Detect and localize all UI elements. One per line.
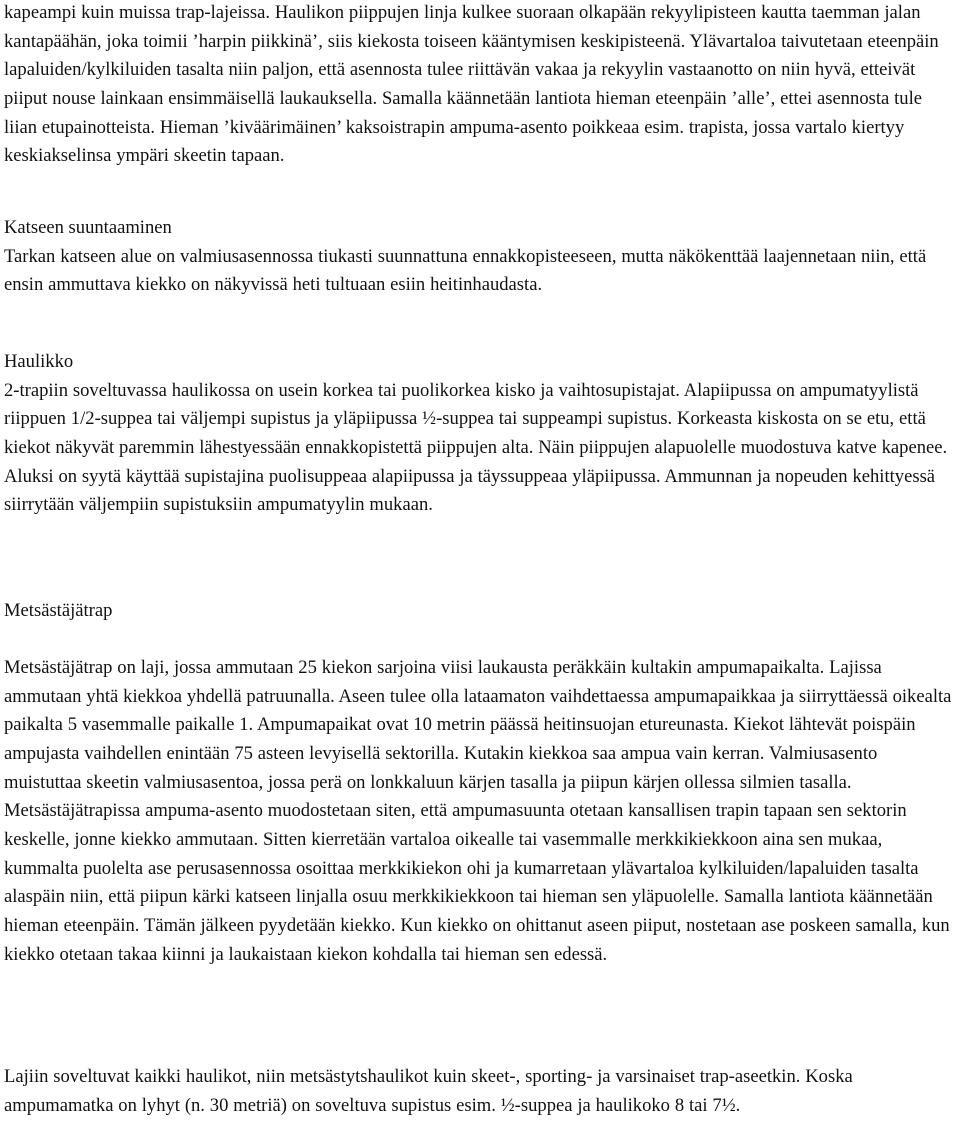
section-heading: Haulikko xyxy=(4,351,74,372)
intro-paragraph: kapeampi kuin muissa trap-lajeissa. Haulikon piippujen linja kulkee suoraan olkapään rekyylipisteen kautta taemman jalan kantapäähän, joka toimii ’harpin piikkinä’, siis kiekosta toiseen kääntymisen keskipisteenä. Ylävartaloa taivutetaan eteenpäin lapaluiden/kylkiluiden tasalta niin paljon, että asennosta tulee riittävän vakaa ja rekyylin vastaanotto on niin hyvä, etteivät piiput nouse lainkaan ensimmäisellä laukauksella. Samalla käännetään lantiota hieman eteenpäin ’alle’, ettei asennosta tule liian etupainotteista. Hieman ’kiväärimäinen’ kaksoistrapin ampuma-asento poikkeaa esim. trapista, jossa vartalo kiertyy keskiakselinsa ympäri skeetin tapaan. xyxy=(4,2,939,167)
section-body: 2-trapiin soveltuvassa haulikossa on usein korkea tai puolikorkea kisko ja vaihtosupistajat. Alapiipussa on ampumatyylistä riippuen 1/2-suppea tai väljempi supistus ja yläpiipussa ½-suppea tai suppeampi supistus. Korkeasta kiskosta on se etu, että kiekot näkyvät paremmin lähestyessään ennakkopistettä piippujen alta. Näin piippujen alapuolelle muodostuva katve kapenee. Aluksi on syytä käyttää supistajina puolisuppeaa alapiipussa ja täyssuppeaa yläpiipussa. Ammunnan ja nopeuden kehittyessä siirrytään väljempiin supistuksiin ampumatyylin mukaan. xyxy=(4,379,948,516)
section-katseen-suuntaaminen xyxy=(4,214,952,300)
section-metsastajatrap-heading-block xyxy=(4,597,952,626)
section-haulikko xyxy=(4,348,952,520)
section-body: Tarkan katseen alue on valmiusasennossa tiukasti suunnattuna ennakkopisteeseen, mutta näkökenttää laajennetaan niin, että ensin ammuttava kiekko on näkyvissä heti tultuaan esiin heitinhaudasta. xyxy=(4,245,927,296)
section-heading: Metsästäjätrap xyxy=(4,600,113,621)
section-metsastajatrap-body: Metsästäjätrap on laji, jossa ammutaan 25 kiekon sarjoina viisi laukausta peräkkäin kultakin ampumapaikalta. Lajissa ammutaan yhtä kiekkoa yhdellä patruunalla. Aseen tulee olla lataamaton vaihdettaessa ampumapaikkaa ja siirryttäessä oikealta paikalta 5 vasemmalle paikalle 1. Ampumapaikat ovat 10 metrin päässä heitinsuojan etureunasta. Kiekot lähtevät poispäin ampujasta vaihdellen enintään 75 asteen levyisellä sektorilla. Kutakin kiekkoa saa ampua vain kerran. Valmiusasento muistuttaa skeetin valmiusasentoa, jossa perä on lonkkaluun kärjen tasalla ja piipun kärjen ollessa silmien tasalla. Metsästäjätrapissa ampuma-asento muodostetaan siten, että ampumasuunta otetaan kansallisen trapin tapaan sen sektorin keskelle, jonne kiekko ammutaan. Sitten kierretään vartaloa oikealle tai vasemmalle merkkikiekkoon aina sen mukaa, kummalta puolelta ase perusasennossa osoittaa merkkikiekon ohi ja kumarretaan ylävartaloa kylkiluiden/lapaluiden tasalta alaspäin niin, että piipun kärki katseen linjalla osuu merkkikiekkoon tai hieman sen yläpuolelle. Samalla lantiota käännetään hieman eteenpäin. Tämän jälkeen pyydetään kiekko. Kun kiekko on ohittanut aseen piiput, nostetaan ase poskeen samalla, kun kiekko otetaan takaa kiinni ja laukaistaan kiekon kohdalla tai hieman sen edessä. xyxy=(4,657,952,965)
section-heading: Katseen suuntaaminen xyxy=(4,217,172,238)
closing-paragraph: Lajiin soveltuvat kaikki haulikot, niin metsästytshaulikot kuin skeet-, sporting- ja varsinaiset trap-aseetkin. Koska ampumamatka on lyhyt (n. 30 metriä) on soveltuva supistus esim. ½-suppea ja haulikoko 8 tai 7½. xyxy=(4,1066,853,1116)
